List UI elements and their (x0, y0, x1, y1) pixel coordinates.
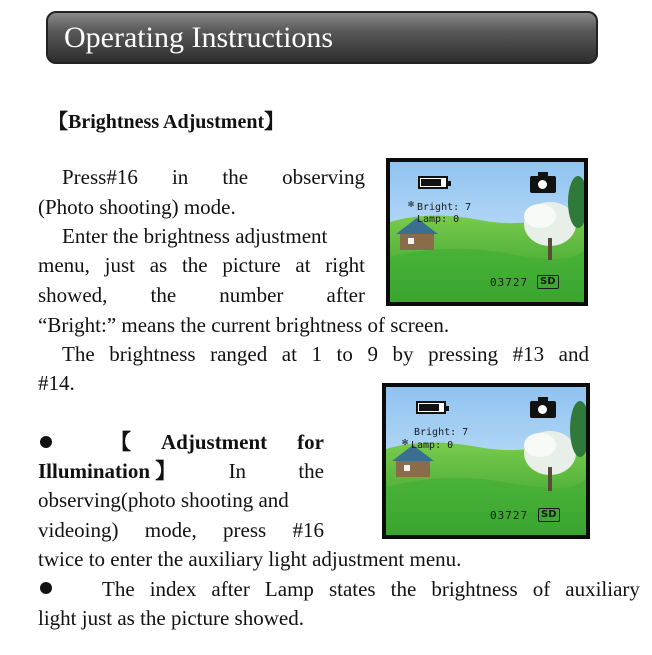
bright-readout: Bright: 7 (414, 427, 469, 438)
shot-counter: 03727 (490, 276, 529, 289)
sd-card-icon: SD (537, 275, 559, 289)
camera-icon (530, 401, 556, 418)
bullet1-line3: observing(photo shooting and (38, 488, 289, 512)
lamp-readout: Lamp: 0 (411, 440, 454, 451)
para2-line2: #14. (38, 371, 75, 395)
lamp-readout: Lamp: 0 (417, 214, 460, 225)
star-icon: ✻ (402, 437, 409, 448)
para1-line3: Enter the brightness adjustment (62, 224, 328, 248)
bright-readout: Bright: 7 (417, 202, 472, 213)
camera-icon (530, 176, 556, 193)
bullet2-line2: light just as the picture showed. (38, 606, 304, 630)
page-title: Operating Instructions (64, 21, 334, 54)
bullet1-line4: videoing) mode, press #16 (38, 518, 324, 542)
para1-line4: menu, just as the picture at right (38, 253, 365, 277)
para1-line1: Press#16 in the observing (62, 165, 365, 189)
battery-icon (418, 176, 448, 189)
section-heading: 【Brightness Adjustment】 (48, 111, 285, 133)
para1-line5: showed, the number after (38, 283, 365, 307)
para1-line2: (Photo shooting) mode. (38, 195, 236, 219)
screen-image-lamp (382, 383, 590, 539)
battery-icon (416, 401, 446, 414)
para2-line1: The brightness ranged at 1 to 9 by pressing #13 and (62, 342, 589, 366)
shot-counter: 03727 (490, 509, 529, 522)
bullet1-line1: 【 Adjustment for (110, 430, 324, 454)
sd-card-icon: SD (538, 508, 560, 522)
bullet1-line2: Illumination 】 In the (38, 459, 324, 483)
bullet1-line5: twice to enter the auxiliary light adjustment menu. (38, 547, 462, 571)
bullet-dot (40, 582, 52, 594)
title-banner (46, 11, 598, 64)
para1-line6: “Bright:” means the current brightness of screen. (38, 313, 450, 337)
bullet2-line1: The index after Lamp states the brightness of auxiliary (102, 577, 640, 601)
screen-image-brightness (386, 158, 588, 306)
bullet-dot (40, 436, 52, 448)
star-icon: ✻ (408, 199, 415, 210)
